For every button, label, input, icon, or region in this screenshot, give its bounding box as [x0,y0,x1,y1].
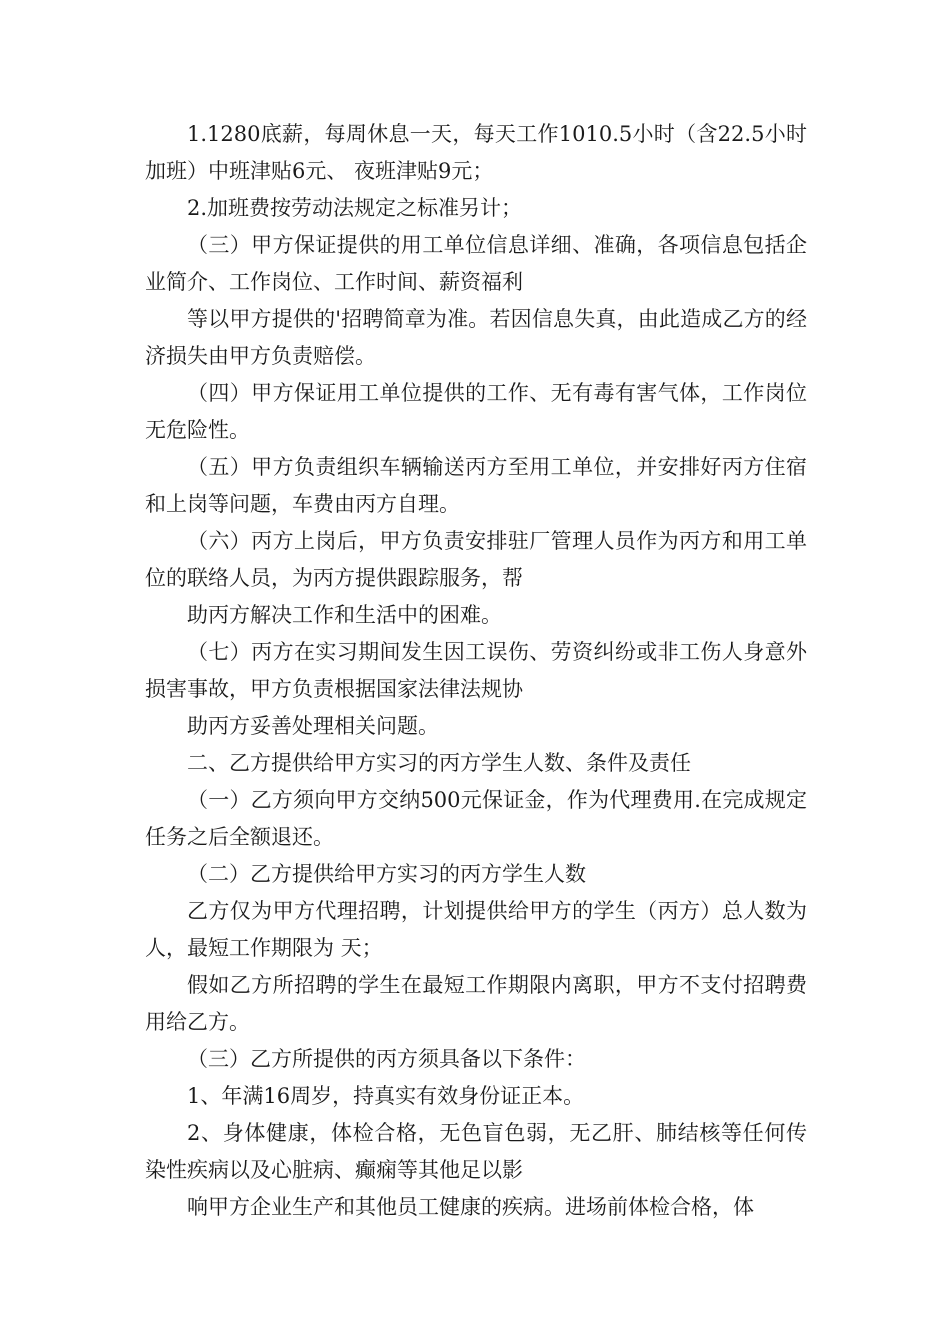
paragraph-8: 助丙方解决工作和生活中的困难。 [187,603,502,627]
paragraph-1: 1.1280底薪，每周休息一天，每天工作1010.5小时（含22.5小时加班）中班津贴6元、 夜班津贴9元； [145,122,807,183]
paragraph-16: （三）乙方所提供的丙方须具备以下条件： [187,1047,586,1071]
paragraph-9: （七）丙方在实习期间发生因工误伤、劳资纠纷或非工伤人身意外损害事故，甲方负责根据国家法律法规协 [145,640,807,701]
paragraph-2: 2.加班费按劳动法规定之标准另计； [187,196,523,220]
section-heading-2: 二、乙方提供给甲方实习的丙方学生人数、条件及责任 [187,751,691,775]
paragraph-4: 等以甲方提供的'招聘简章为准。若因信息失真，由此造成乙方的经济损失由甲方负责赔偿。 [145,307,807,368]
paragraph-18: 2、身体健康，体检合格，无色盲色弱，无乙肝、肺结核等任何传染性疾病以及心脏病、癫痫等其他足以影 [145,1121,807,1182]
paragraph-13: （二）乙方提供给甲方实习的丙方学生人数 [187,862,586,886]
paragraph-6: （五）甲方负责组织车辆输送丙方至用工单位，并安排好丙方住宿和上岗等问题，车费由丙方自理。 [145,455,807,516]
paragraph-15: 假如乙方所招聘的学生在最短工作期限内离职，甲方不支付招聘费用给乙方。 [145,973,807,1034]
paragraph-5: （四）甲方保证用工单位提供的工作、无有毒有害气体，工作岗位无危险性。 [145,381,807,442]
paragraph-3: （三）甲方保证提供的用工单位信息详细、准确，各项信息包括企业简介、工作岗位、工作时间、薪资福利 [145,233,807,294]
paragraph-19: 响甲方企业生产和其他员工健康的疾病。进场前体检合格，体 [187,1195,754,1219]
paragraph-14: 乙方仅为甲方代理招聘，计划提供给甲方的学生（丙方）总人数为 人，最短工作期限为 天； [145,899,807,960]
paragraph-17: 1、年满16周岁，持真实有效身份证正本。 [187,1084,585,1108]
document-body [145,116,807,1226]
paragraph-10: 助丙方妥善处理相关问题。 [187,714,439,738]
paragraph-12: （一）乙方须向甲方交纳500元保证金，作为代理费用.在完成规定任务之后全额退还。 [145,788,807,849]
paragraph-7: （六）丙方上岗后，甲方负责安排驻厂管理人员作为丙方和用工单位的联络人员，为丙方提供跟踪服务，帮 [145,529,807,590]
